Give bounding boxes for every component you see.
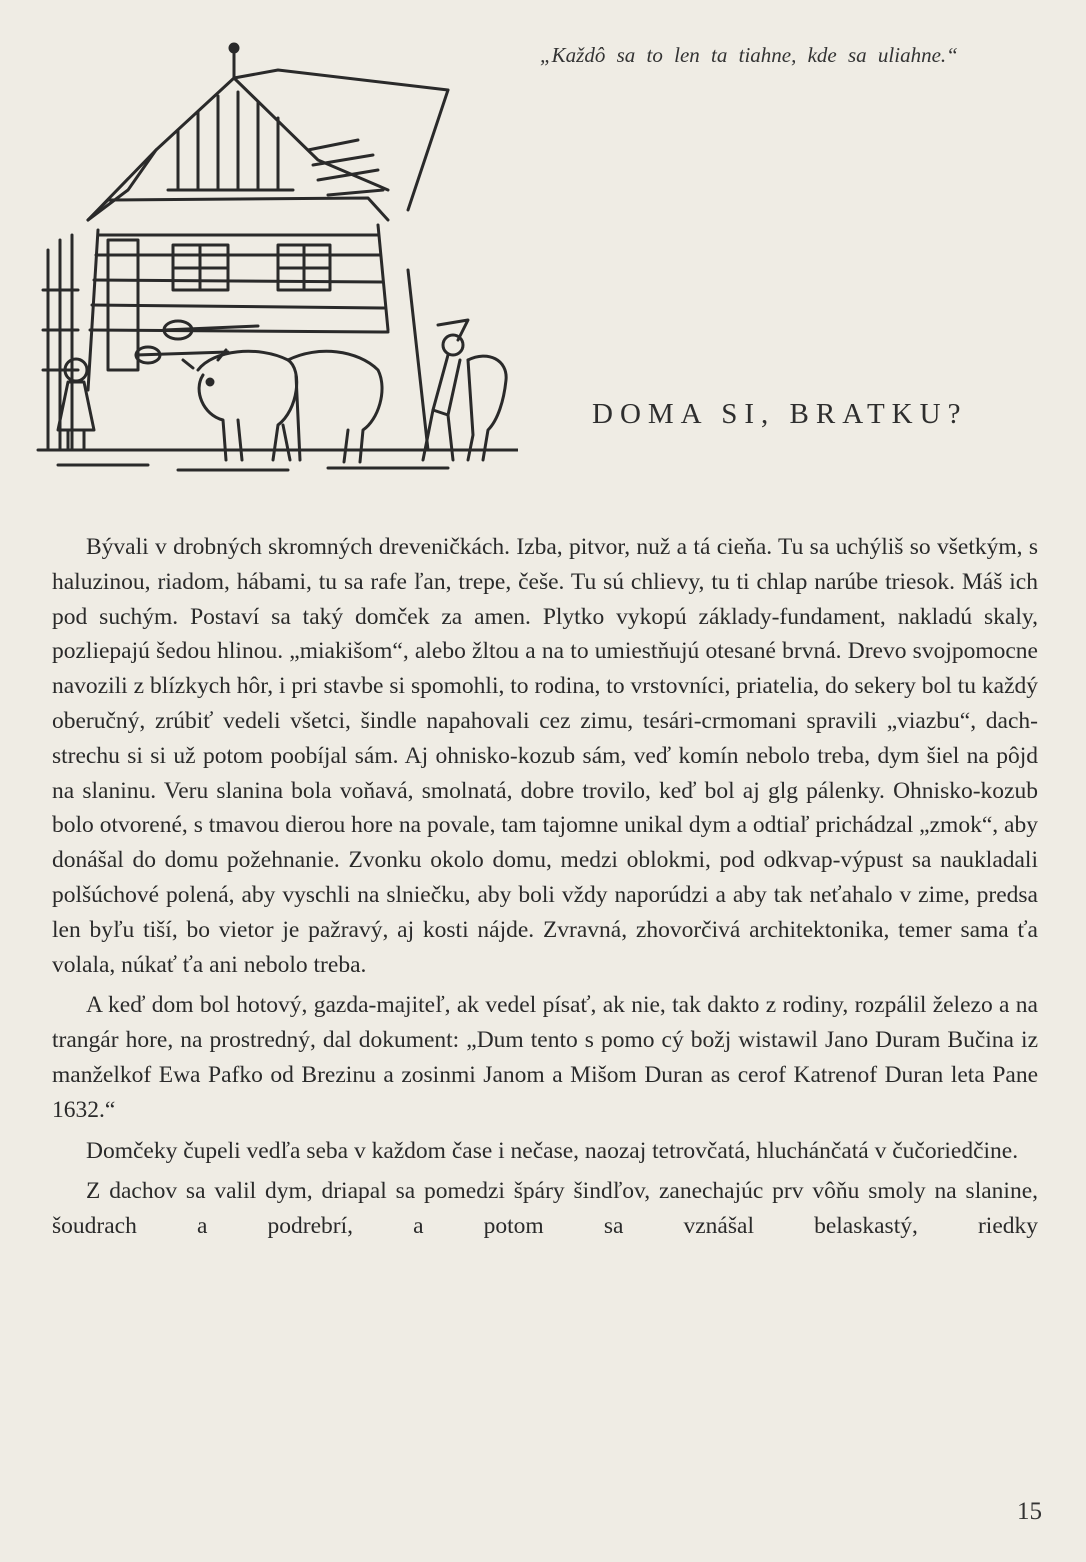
body-text [52,530,1038,1250]
chapter-motto: „Každô sa to len ta tiahne, kde sa uliahne.“ [540,43,958,67]
paragraph: Domčeky čupeli vedľa seba v každom čase i nečase, naozaj tetrovčatá, hluchánčatá v čučoriedčine. [86,1137,1019,1164]
paragraph: A keď dom bol hotový, gazda-majiteľ, ak vedel písať, ak nie, tak dakto z rodiny, rozpálil železo a na trangár hore, na prostredný, dal dokument: „Dum tento s pomo cý božj wistawil Jano Duram Bučina iz manželkof Ewa Pafko od Brezinu a zosinmi Janom a Mišom Duran as cerof Katrenof Duran leta Pane 1632.“ [52,992,1038,1123]
chapter-title: DOMA SI, BRATKU? [592,398,968,430]
paragraph: Z dachov sa valil dym, driapal sa pomedzi špáry šindľov, zanechajúc prv vôňu smoly na slanine, šoudrach a podrebrí, a potom sa vznášal belaskastý, riedky [52,1178,1038,1240]
page-number: 15 [1017,1498,1042,1525]
wooden-cottage-illustration [28,30,518,480]
paragraph: Bývali v drobných skromných dreveničkách. Izba, pitvor, nuž a tá cieňa. Tu sa uchýliš so všetkým, s haluzinou, riadom, hábami, tu sa rafe ľan, trepe, češe. Tu sú chlievy, tu ti chlap narúbe triesok. Máš ich pod suchým. Postaví sa taký domček za amen. Plytko vykopú základy-fundament, nakladú skaly, pozliepajú šedou hlinou. „miakišom“, alebo žltou a na to umiestňujú otesané brvná. Drevo svojpomocne navozili z blízkych hôr, i pri stavbe si spomohli, to rodina, to vrstovníci, priatelia, do sekery bol tu každý oberučný, zrúbiť vedeli všetci, šindle napahovali cez zimu, tesári-crmomani spravili „viazbu“, dach-strechu si si už potom poobíjal sám. Aj ohnisko-kozub sám, veď komín nebolo treba, dym šiel na pôjd na slaninu. Veru slanina bola voňavá, smolnatá, dobre trovilo, keď bol aj glg pálenky. Ohnisko-kozub bolo otvorené, s tmavou dierou hore na povale, tam tajomne unikal dym a odtiaľ prichádzal „zmok“, aby donášal do domu požehnanie. Zvonku okolo domu, medzi oblokmi, pod odkvap-výpust sa naukladali polšúchové polená, aby vyschli na slniečku, aby boli vždy naporúdzi a aby tak neťahalo v zime, predsa len byľu tiší, bo vietor je pažravý, aj kosti nájde. Zvravná, zhovorčivá architektonika, temer sama ťa volala, núkаť ťa ani nebolo treba. [52,534,1038,978]
